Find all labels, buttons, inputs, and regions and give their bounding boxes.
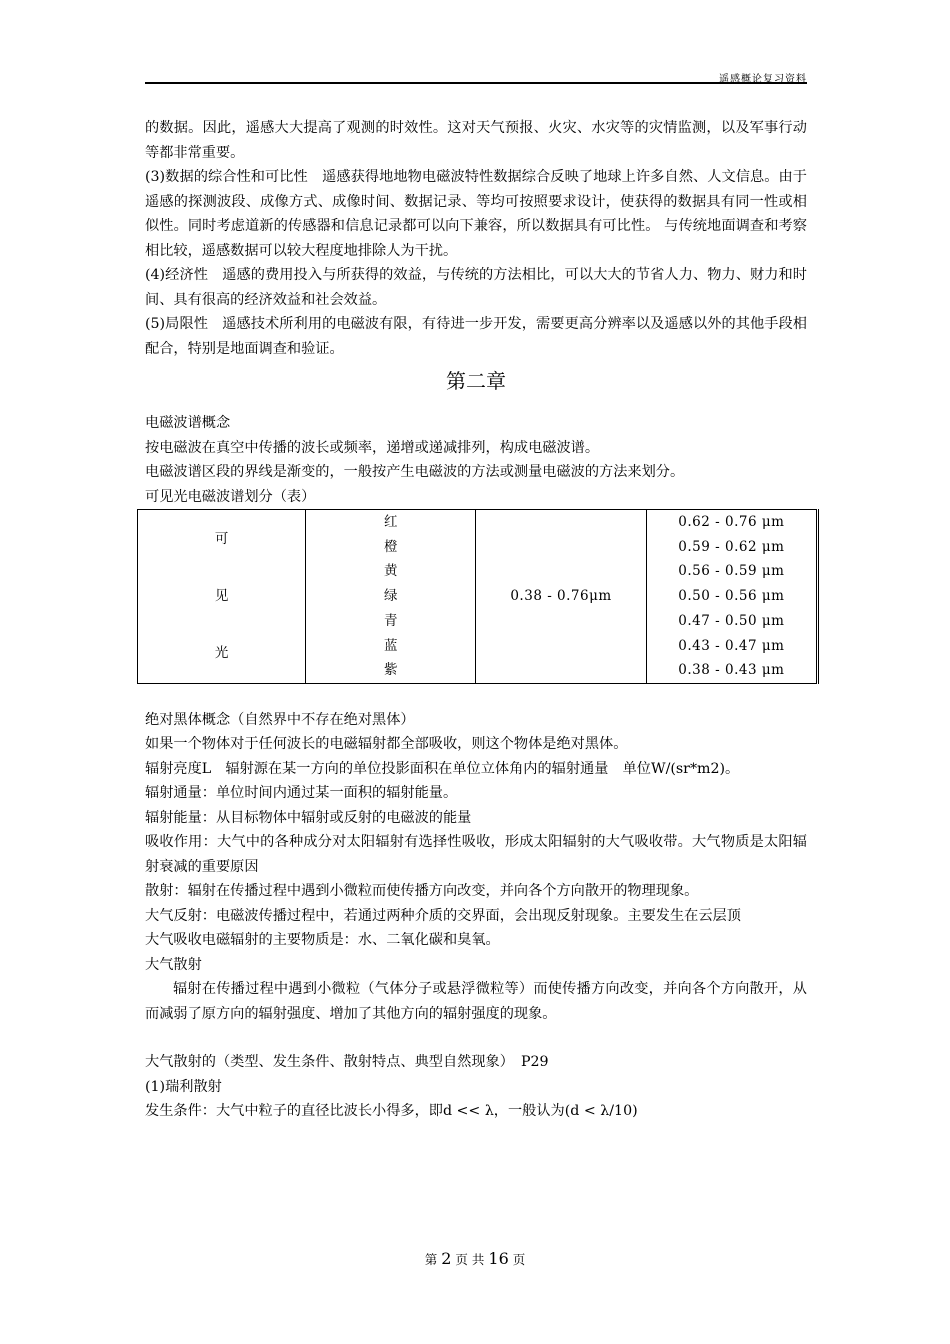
category-char: 可 [214,530,229,547]
color-cell: 青 [306,609,476,634]
range-cell: 0.62 - 0.76 μm [646,510,817,535]
range-cell: 0.43 - 0.47 μm [646,634,817,659]
range-cell: 0.56 - 0.59 μm [646,559,817,584]
color-cell: 蓝 [306,634,476,659]
paragraph: 电磁波谱区段的界线是渐变的，一般按产生电磁波的方法或测量电磁波的方法来划分。 [145,464,685,480]
category-cell [138,510,306,684]
page-total: 16 [488,1249,509,1268]
paragraph: 辐射在传播过程中遇到小微粒（气体分子或悬浮微粒等）而使传播方向改变，并向各个方向散开，从而减弱了原方向的辐射强度、增加了其他方向的辐射强度的现象。 [145,981,807,1022]
header-title: 遥感概论复习资料 [719,74,807,85]
paragraph: 的数据。因此，遥感大大提高了观测的时效性。这对天气预报、火灾、水灾等的灾情监测，以及军事行动等都非常重要。 [145,120,807,161]
section-heading: 大气散射的（类型、发生条件、散射特点、典型自然现象） P29 [145,1054,549,1071]
page-number: 2 [441,1249,452,1268]
section-heading: 绝对黑体概念（自然界中不存在绝对黑体） [145,711,415,728]
paragraph: 吸收作用：大气中的各种成分对太阳辐射有选择性吸收，形成太阳辐射的大气吸收带。大气物质是太阳辐射衰减的重要原因 [145,834,807,875]
spacer [145,684,807,708]
footer-prefix: 第 [424,1252,438,1267]
category-char: 光 [214,645,229,662]
color-cell: 橙 [306,535,476,560]
paragraph: 辐射能量：从目标物体中辐射或反射的电磁波的能量 [145,809,472,826]
category-char: 见 [214,588,229,605]
table-caption: 可见光电磁波谱划分（表） [145,488,316,505]
color-cell: 红 [306,510,476,535]
paragraph: 辐射通量：单位时间内通过某一面积的辐射能量。 [145,785,458,802]
paragraph: (5)局限性 遥感技术所利用的电磁波有限，有待进一步开发，需要更高分辨率以及遥感以外的其他手段相配合，特别是地面调查和验证。 [145,316,807,357]
visible-spectrum-table [137,509,819,684]
header-divider [145,82,807,84]
footer-suffix: 页 [512,1252,526,1267]
section-heading: 电磁波谱概念 [145,415,231,431]
paragraph: 大气吸收电磁辐射的主要物质是：水、二氧化碳和臭氧。 [145,932,500,949]
paragraph: 按电磁波在真空中传播的波长或频率，递增或递减排列，构成电磁波谱。 [145,439,600,456]
color-cell: 紫 [306,658,476,683]
page-footer [0,1249,950,1268]
color-cell: 绿 [306,584,476,609]
band-cell: 0.38 - 0.76μm [476,510,646,684]
range-cell: 0.50 - 0.56 μm [646,584,817,609]
range-cell: 0.59 - 0.62 μm [646,535,817,560]
range-cell: 0.47 - 0.50 μm [646,609,817,634]
chapter-heading: 第二章 [446,369,506,393]
paragraph: 散射：辐射在传播过程中遇到小微粒而使传播方向改变，并向各个方向散开的物理现象。 [145,883,699,900]
footer-middle: 页 共 [455,1252,485,1267]
paragraph: (4)经济性 遥感的费用投入与所获得的效益，与传统的方法相比，可以大大的节省人力、物力、财力和时间、具有很高的经济效益和社会效益。 [145,267,807,308]
paragraph: (3)数据的综合性和可比性 遥感获得地地物电磁波特性数据综合反映了地球上许多自然、人文信息。由于遥感的探测波段、成像方式、成像时间、数据记录、等均可按照要求设计，使获得的数据具有同一性或相似性。同时考虑道新的传感器和信息记录都可以向下兼容，所以数据具有可比性。 与传统地面调查和考察相比较，遥感数据可以较大程度地排除人为干扰。 [145,169,807,259]
document-body [145,116,807,1124]
color-cell: 黄 [306,559,476,584]
table-row [138,510,818,535]
section-heading: 大气散射 [145,956,202,973]
paragraph: 如果一个物体对于任何波长的电磁辐射都全部吸收，则这个物体是绝对黑体。 [145,736,628,753]
subsection-heading: (1)瑞利散射 [145,1078,222,1095]
paragraph: 辐射亮度L 辐射源在某一方向的单位投影面积在单位立体角内的辐射通量 单位W/(sr*m2)。 [145,760,740,777]
paragraph: 发生条件：大气中粒子的直径比波长小得多，即d << λ，一般认为(d < λ/10) [145,1103,638,1120]
spacer [145,1026,807,1050]
paragraph: 大气反射：电磁波传播过程中，若通过两种介质的交界面，会出现反射现象。主要发生在云层顶 [145,907,741,924]
range-cell: 0.38 - 0.43 μm [646,658,817,683]
